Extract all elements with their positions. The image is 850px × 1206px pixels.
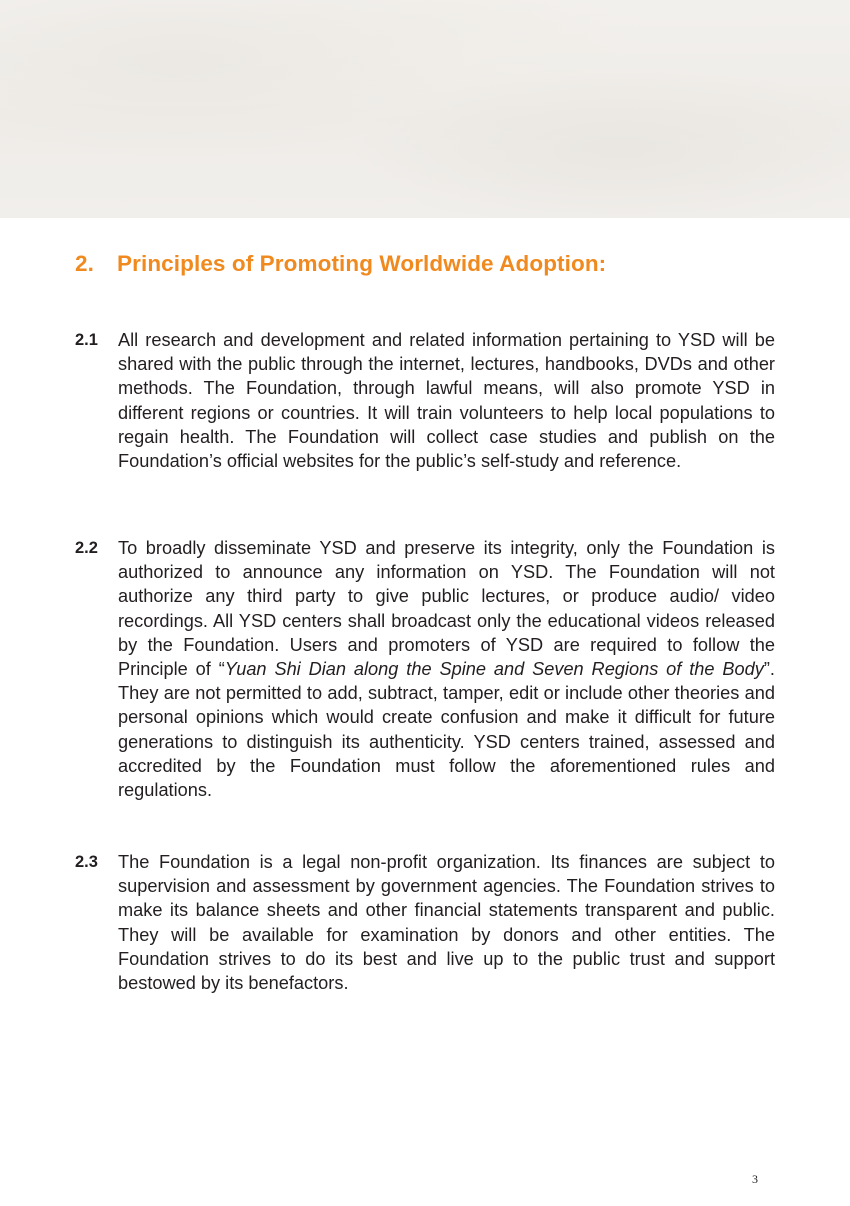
principle-item xyxy=(75,850,775,995)
item-number: 2.3 xyxy=(75,853,98,871)
item-number: 2.2 xyxy=(75,539,98,557)
principle-name-italic: Yuan Shi Dian along the Spine and Seven Regions of the Body xyxy=(224,659,764,680)
item-paragraph-lead: To broadly disseminate YSD and preserve its integrity, only the Foundation is authorized to announce any information on YSD. The Foundation will not authorize any third party to give public lectures, or produce audio/ video recordings. All YSD centers shall broadcast only the educational videos released by the Foundation. Users and promoters of YSD are required to follow the Principle of “ xyxy=(118,538,775,680)
section-title-text: Principles of Promoting Worldwide Adoption: xyxy=(117,251,607,276)
item-number: 2.1 xyxy=(75,331,98,349)
principle-item xyxy=(75,536,775,802)
item-paragraph xyxy=(118,536,775,802)
item-paragraph: The Foundation is a legal non-profit organization. Its finances are subject to supervision and assessment by government agencies. The Foundation strives to make its balance sheets and other financial statements transparent and public. They will be available for examination by donors and other entities. The Foundation strives to do its best and live up to the public trust and support bestowed by its benefactors. xyxy=(118,852,775,994)
page-number: 3 xyxy=(752,1172,758,1186)
item-paragraph: All research and development and related information pertaining to YSD will be shared with the public through the internet, lectures, handbooks, DVDs and other methods. The Foundation, through lawful means, will also promote YSD in different regions or countries. It will train volunteers to help local populations to regain health. The Foundation will collect case studies and publish on the Foundation’s official websites for the public’s self-study and reference. xyxy=(118,330,775,472)
section-heading xyxy=(75,251,606,277)
decorative-header-band xyxy=(0,0,850,218)
principle-item xyxy=(75,328,775,473)
section-number: 2. xyxy=(75,251,94,276)
item-paragraph-tail: ”. They are not permitted to add, subtract, tamper, edit or include other theories and personal opinions which would create confusion and make it difficult for future generations to distinguish its authenticity. YSD centers trained, assessed and accredited by the Foundation must follow the aforementioned rules and regulations. xyxy=(118,659,775,801)
